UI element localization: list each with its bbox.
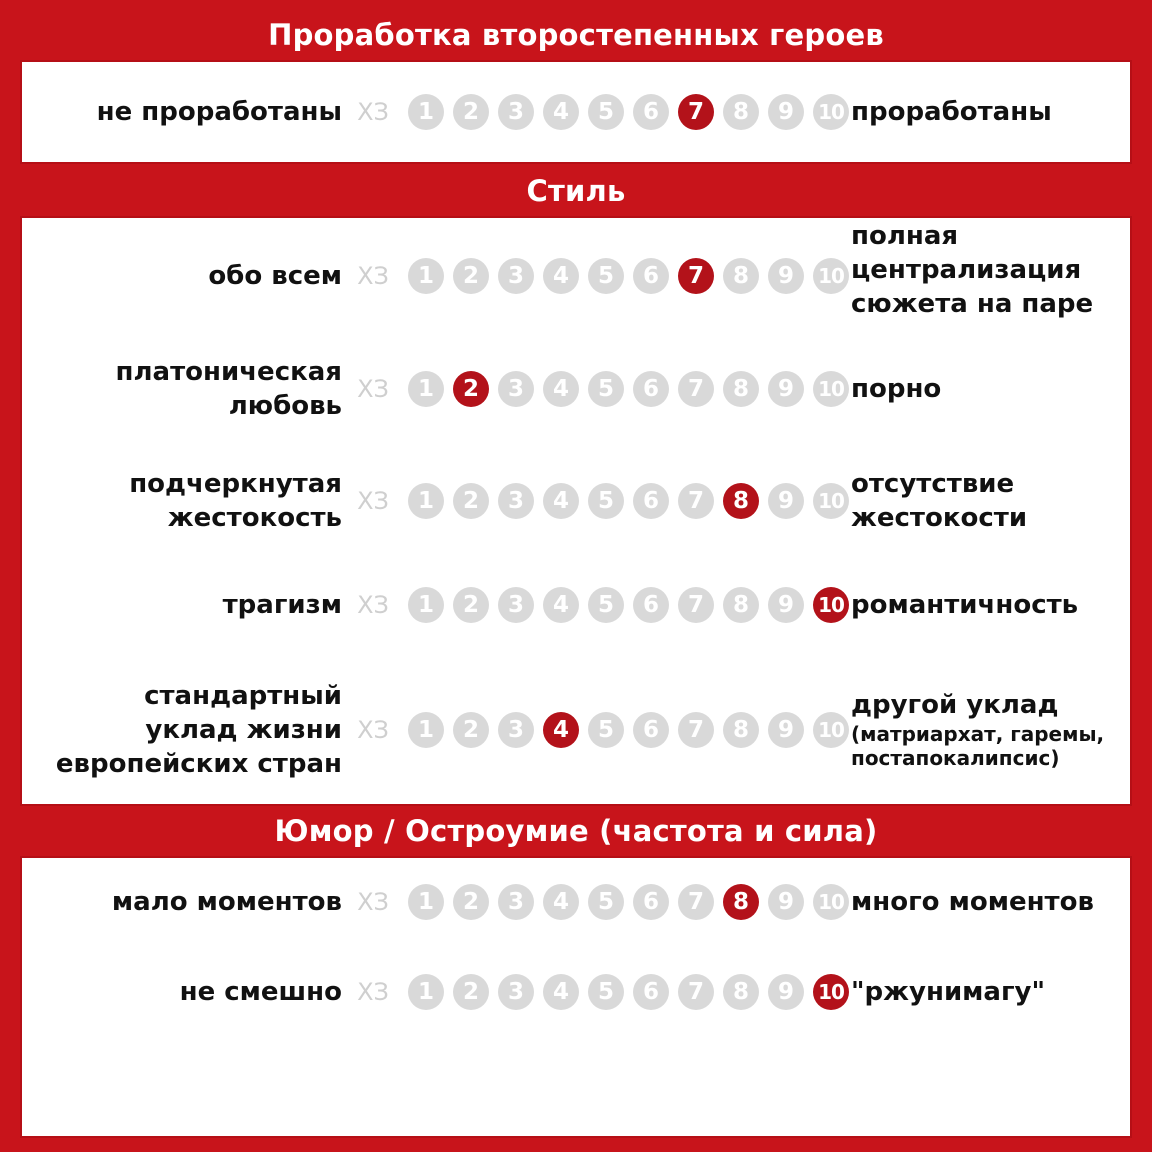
rating-dot-8: 8 xyxy=(723,258,759,294)
rating-dot-9: 9 xyxy=(768,94,804,130)
left-label: не смешно xyxy=(179,977,342,1007)
rating-dot-6: 6 xyxy=(633,884,669,920)
rating-dot-1: 1 xyxy=(408,371,444,407)
rating-row xyxy=(20,92,1132,132)
rating-dot-1: 1 xyxy=(408,587,444,623)
rating-dot-3: 3 xyxy=(498,712,534,748)
rating-dot-4: 4 xyxy=(543,94,579,130)
section-header-humor: Юмор / Остроумие (частота и сила) xyxy=(274,814,878,848)
rating-dot-5: 5 xyxy=(588,884,624,920)
rating-dot-3: 3 xyxy=(498,94,534,130)
rating-sheet xyxy=(10,6,1142,1146)
rating-dot-10: 10 xyxy=(813,371,849,407)
rating-dot-2: 2 xyxy=(453,94,489,130)
right-label: романтичность xyxy=(851,590,1079,620)
rating-row xyxy=(20,221,1132,319)
rating-scale xyxy=(356,972,846,1012)
unknown-option: ХЗ xyxy=(357,262,389,290)
rating-dot-10: 10 xyxy=(813,884,849,920)
rating-dot-7: 7 xyxy=(678,371,714,407)
unknown-option: ХЗ xyxy=(357,591,389,619)
rating-dot-8: 8 xyxy=(723,94,759,130)
rating-dot-6: 6 xyxy=(633,483,669,519)
right-label: "ржунимагу" xyxy=(851,977,1046,1007)
rating-dot-2: 2 xyxy=(453,884,489,920)
rating-dot-5: 5 xyxy=(588,371,624,407)
rating-dot-6: 6 xyxy=(633,974,669,1010)
right-label: другой уклад (матриархат, гаремы, постапокалипсис) xyxy=(851,690,1105,770)
rating-scale xyxy=(356,369,846,409)
section-body-secondary-characters xyxy=(20,60,1132,164)
left-label: мало моментов xyxy=(111,887,342,917)
rating-dot-4: 4 xyxy=(543,483,579,519)
section-header-secondary-characters: Проработка второстепенных героев xyxy=(268,18,884,52)
rating-dot-4: 4 xyxy=(543,712,579,748)
rating-dot-7: 7 xyxy=(678,884,714,920)
rating-dot-10: 10 xyxy=(813,483,849,519)
unknown-option: ХЗ xyxy=(357,716,389,744)
rating-dot-2: 2 xyxy=(453,483,489,519)
rating-dot-8: 8 xyxy=(723,371,759,407)
rating-scale xyxy=(356,882,846,922)
rating-dot-1: 1 xyxy=(408,94,444,130)
left-label: стандартный уклад жизни европейских стран xyxy=(55,681,342,779)
rating-dot-10: 10 xyxy=(813,974,849,1010)
right-label: отсутствие жестокости xyxy=(851,469,1028,533)
rating-dot-9: 9 xyxy=(768,974,804,1010)
section-body-humor xyxy=(20,856,1132,1138)
rating-dot-3: 3 xyxy=(498,483,534,519)
rating-dot-7: 7 xyxy=(678,587,714,623)
rating-dot-9: 9 xyxy=(768,884,804,920)
rating-dot-9: 9 xyxy=(768,258,804,294)
rating-dot-6: 6 xyxy=(633,587,669,623)
rating-scale xyxy=(356,481,846,521)
left-label: платоническая любовь xyxy=(115,357,342,421)
rating-dot-3: 3 xyxy=(498,884,534,920)
rating-dot-6: 6 xyxy=(633,712,669,748)
unknown-option: ХЗ xyxy=(357,98,389,126)
rating-dot-8: 8 xyxy=(723,587,759,623)
rating-dot-5: 5 xyxy=(588,587,624,623)
rating-dot-2: 2 xyxy=(453,258,489,294)
rating-dot-9: 9 xyxy=(768,483,804,519)
left-label: трагизм xyxy=(222,590,342,620)
rating-dot-6: 6 xyxy=(633,94,669,130)
rating-dot-1: 1 xyxy=(408,258,444,294)
unknown-option: ХЗ xyxy=(357,888,389,916)
rating-dot-4: 4 xyxy=(543,258,579,294)
rating-dot-4: 4 xyxy=(543,587,579,623)
rating-dot-7: 7 xyxy=(678,258,714,294)
rating-dot-1: 1 xyxy=(408,483,444,519)
rating-dot-3: 3 xyxy=(498,974,534,1010)
rating-dot-7: 7 xyxy=(678,712,714,748)
right-label: проработаны xyxy=(851,97,1052,127)
rating-dot-4: 4 xyxy=(543,974,579,1010)
rating-dot-9: 9 xyxy=(768,587,804,623)
rating-row xyxy=(20,882,1132,922)
rating-scale xyxy=(356,710,846,750)
rating-scale xyxy=(356,92,846,132)
right-label: много моментов xyxy=(851,887,1094,917)
rating-scale xyxy=(356,585,846,625)
rating-dot-5: 5 xyxy=(588,483,624,519)
rating-dot-9: 9 xyxy=(768,371,804,407)
rating-dot-4: 4 xyxy=(543,371,579,407)
rating-dot-6: 6 xyxy=(633,371,669,407)
rating-dot-10: 10 xyxy=(813,94,849,130)
rating-row xyxy=(20,585,1132,625)
rating-dot-3: 3 xyxy=(498,371,534,407)
rating-row xyxy=(20,469,1132,533)
rating-dot-8: 8 xyxy=(723,884,759,920)
rating-dot-5: 5 xyxy=(588,712,624,748)
rating-dot-2: 2 xyxy=(453,974,489,1010)
rating-dot-1: 1 xyxy=(408,712,444,748)
right-label: полная централизация сюжета на паре xyxy=(851,221,1094,319)
unknown-option: ХЗ xyxy=(357,487,389,515)
section-body-style xyxy=(20,216,1132,806)
rating-dot-8: 8 xyxy=(723,483,759,519)
rating-row xyxy=(20,972,1132,1012)
right-label: порно xyxy=(851,374,942,404)
rating-dot-7: 7 xyxy=(678,94,714,130)
rating-dot-8: 8 xyxy=(723,712,759,748)
rating-row xyxy=(20,681,1132,779)
rating-dot-7: 7 xyxy=(678,974,714,1010)
section-header-style: Стиль xyxy=(526,174,626,208)
rating-dot-5: 5 xyxy=(588,258,624,294)
rating-dot-6: 6 xyxy=(633,258,669,294)
rating-dot-10: 10 xyxy=(813,587,849,623)
rating-dot-1: 1 xyxy=(408,974,444,1010)
unknown-option: ХЗ xyxy=(357,978,389,1006)
rating-dot-3: 3 xyxy=(498,587,534,623)
rating-row xyxy=(20,357,1132,421)
rating-dot-9: 9 xyxy=(768,712,804,748)
rating-dot-8: 8 xyxy=(723,974,759,1010)
rating-dot-2: 2 xyxy=(453,587,489,623)
left-label: обо всем xyxy=(208,261,342,291)
rating-dot-5: 5 xyxy=(588,94,624,130)
unknown-option: ХЗ xyxy=(357,375,389,403)
rating-dot-3: 3 xyxy=(498,258,534,294)
rating-dot-7: 7 xyxy=(678,483,714,519)
rating-dot-2: 2 xyxy=(453,371,489,407)
rating-dot-5: 5 xyxy=(588,974,624,1010)
rating-dot-1: 1 xyxy=(408,884,444,920)
rating-dot-4: 4 xyxy=(543,884,579,920)
rating-dot-2: 2 xyxy=(453,712,489,748)
rating-scale xyxy=(356,256,846,296)
left-label: подчеркнутая жестокость xyxy=(129,469,342,533)
left-label: не проработаны xyxy=(96,97,342,127)
rating-dot-10: 10 xyxy=(813,712,849,748)
rating-dot-10: 10 xyxy=(813,258,849,294)
